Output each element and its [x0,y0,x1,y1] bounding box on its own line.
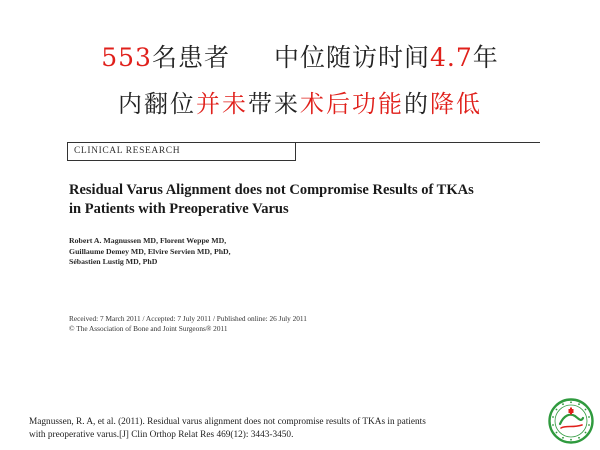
section-label: CLINICAL RESEARCH [67,142,296,161]
author-line: Guillaume Demey MD, Elvire Servien MD, PhD, [69,246,231,256]
author-line: Sébastien Lustig MD, PhD [69,257,158,266]
headline-2-part-1: 内翻位 [118,90,196,118]
headline-line-2 [0,84,600,119]
author-line: Robert A. Magnussen MD, Florent Weppe MD, [69,236,227,245]
received-line: Received: 7 March 2011 / Accepted: 7 July 2011 / Published online: 26 July 2011 [69,314,307,323]
paper-title-line-1: Residual Varus Alignment does not Compromise Results of TKAs [69,182,474,198]
followup-unit: 年 [472,43,499,72]
citation-line-2: with preoperative varus.[J] Clin Orthop Relat Res 469(12): 3443-3450. [29,429,294,440]
citation [29,416,549,441]
paper-title-line-2: in Patients with Preoperative Varus [69,201,289,217]
patients-count: 553 [101,43,152,72]
copyright-line: © The Association of Bone and Joint Surgeons® 2011 [69,324,228,333]
headline-2-part-4: 术后功能 [300,90,404,118]
headline-2-part-3: 带来 [248,90,300,118]
patients-suffix: 名患者 [151,43,230,72]
headline-line-1 [0,38,600,74]
publication-meta [69,314,539,334]
headline-2-part-5: 的 [404,90,430,118]
paper-title [69,181,539,219]
section-rule [296,142,540,143]
citation-line-1: Magnussen, R. A, et al. (2011). Residual varus alignment does not compromise results of TKAs in patients [29,417,426,427]
followup-prefix: 中位随访时间 [273,43,430,72]
headline-2-part-2: 并未 [196,90,248,118]
author-list [69,236,539,268]
headline-2-part-6: 降低 [430,90,482,118]
hospital-seal-icon [548,398,594,444]
followup-value: 4.7 [429,43,473,72]
